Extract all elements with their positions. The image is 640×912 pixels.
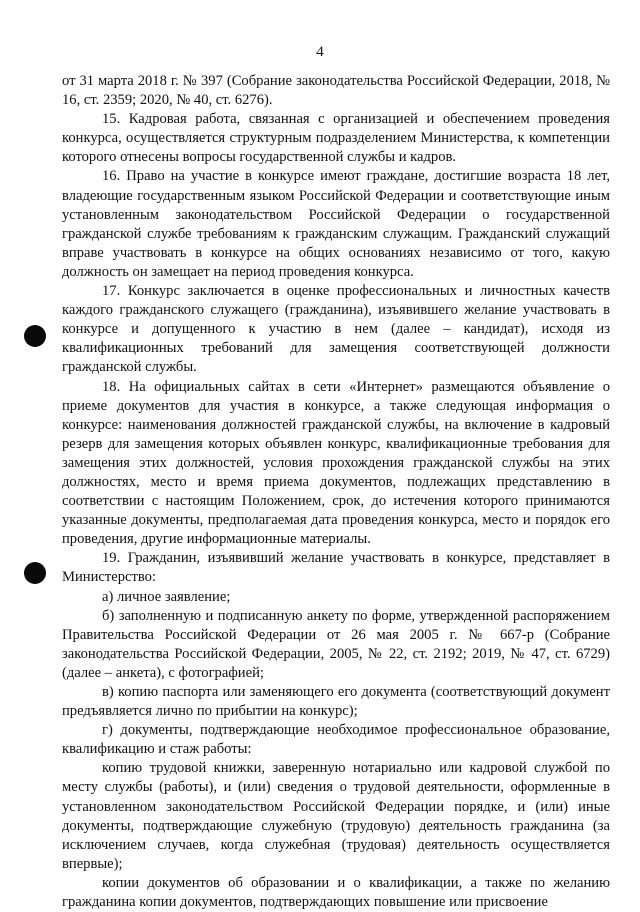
list-subitem-work-book: копию трудовой книжки, заверенную нотариально или кадровой службой по месту службы (работы), и (или) сведения о трудовой деятельности, оформленные в установленном законодательством Российской Федерации порядке, и (или) иные документы, подтверждающие служебную (трудовую) деятельность гражданина (за исключением случаев, когда служебная (трудовая) деятельность осуществляется впервые);	[62, 760, 610, 872]
paragraph-17: 17. Конкурс заключается в оценке профессиональных и личностных качеств каждого гражданского служащего (гражданина), изъявившего желание участвовать в конкурсе и допущенного к участию в нем (далее – кандидат), исходя из квалификационных требований для замещения соответствующей должности гражданской службы.	[62, 283, 610, 376]
list-item-b: б) заполненную и подписанную анкету по форме, утвержденной распоряжением Правительства Российской Федерации от 26 мая 2005 г. № 667-р (Собрание законодательства Российской Федерации, 2005, № 22, ст. 2192; 2019, № 47, ст. 6729) (далее – анкета), с фотографией;	[62, 607, 610, 681]
paragraph-continuation: от 31 марта 2018 г. № 397 (Собрание законодательства Российской Федерации, 2018, № 16, ст. 2359; 2020, № 40, ст. 6276).	[62, 73, 610, 109]
document-body	[62, 72, 610, 912]
list-item-g: г) документы, подтверждающие необходимое профессиональное образование, квалификацию и стаж работы:	[62, 722, 610, 758]
paragraph-19: 19. Гражданин, изъявивший желание участвовать в конкурсе, представляет в Министерство:	[62, 550, 610, 586]
paragraph-15: 15. Кадровая работа, связанная с организацией и обеспечением проведения конкурса, осуществляется структурным подразделением Министерства, к компетенции которого отнесены вопросы государственной службы и кадров.	[62, 111, 610, 166]
punch-hole-icon	[24, 562, 46, 584]
paragraph-16: 16. Право на участие в конкурсе имеют граждане, достигшие возраста 18 лет, владеющие государственным языком Российской Федерации и соответствующие иным установленным законодательством Российской Федерации о государственной гражданской службе требованиям к гражданским служащим. Гражданский служащий вправе участвовать в конкурсе на общих основаниях независимо от того, какую должность он замещает на период проведения конкурса.	[62, 168, 610, 280]
list-subitem-education: копии документов об образовании и о квалификации, а также по желанию гражданина копии документов, подтверждающих повышение или присвоение	[62, 874, 610, 911]
list-item-a: а) личное заявление;	[102, 588, 231, 605]
paragraph-18: 18. На официальных сайтах в сети «Интернет» размещаются объявление о приеме документов для участия в конкурсе, а также следующая информация о конкурсе: наименования должностей гражданской службы, на включение в кадровый резерв для замещения которых объявлен конкурс, квалификационные требования для замещения этих должностей, условия прохождения гражданской службы на этих должностях, место и время приема документов, подлежащих представлению в соответствии с настоящим Положением, срок, до истечения которого принимаются указанные документы, предполагаемая дата проведения конкурса, место и порядок его проведения, другие информационные материалы.	[62, 378, 610, 548]
list-item-v: в) копию паспорта или заменяющего его документа (соответствующий документ предъявляется лично по прибытии на конкурс);	[62, 684, 610, 720]
punch-hole-icon	[24, 325, 46, 347]
page-number: 4	[316, 44, 324, 60]
